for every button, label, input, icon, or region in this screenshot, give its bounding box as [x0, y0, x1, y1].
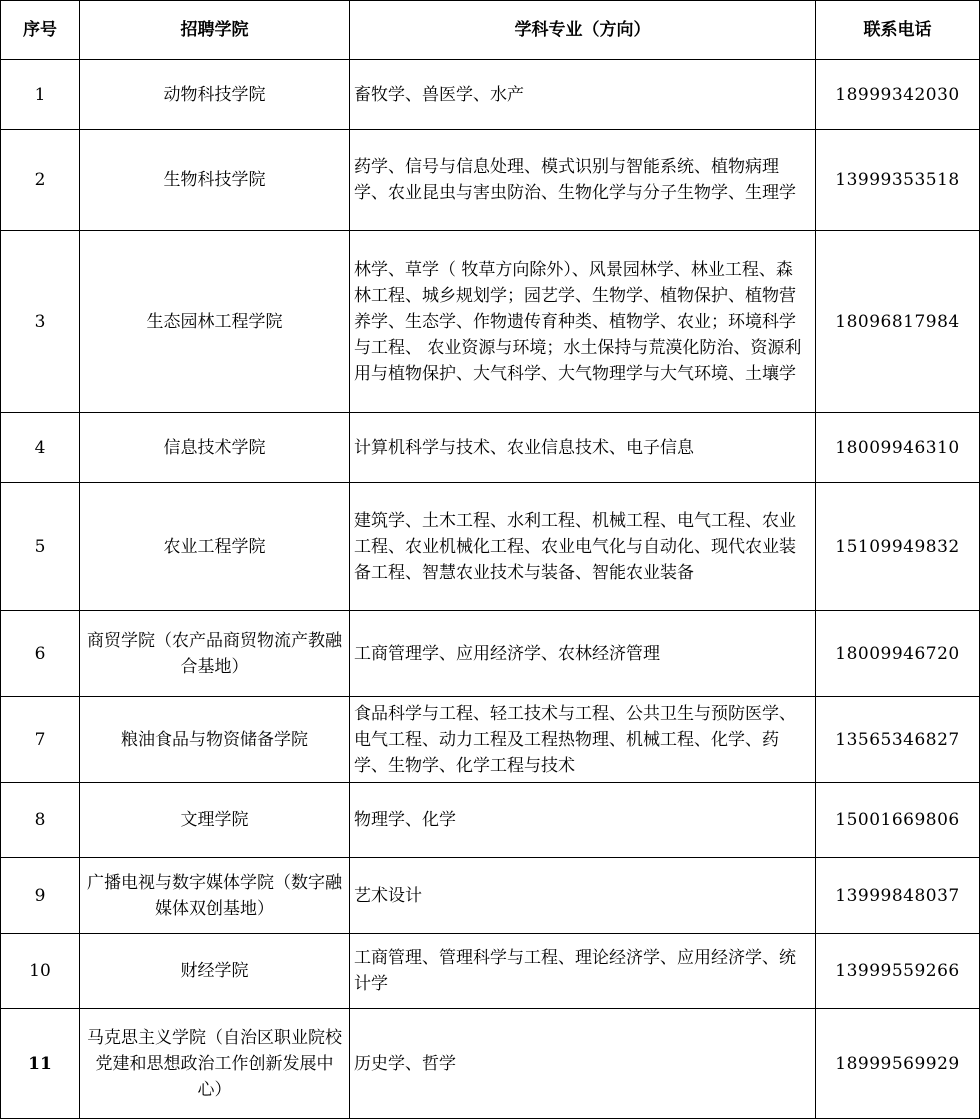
- row-college: 广播电视与数字媒体学院（数字融媒体双创基地）: [80, 858, 350, 934]
- row-phone: 15109949832: [816, 483, 980, 611]
- header-college: 招聘学院: [80, 1, 350, 60]
- row-phone: 13999353518: [816, 130, 980, 231]
- row-major: 食品科学与工程、轻工技术与工程、公共卫生与预防医学、电气工程、动力工程及工程热物理、机械工程、化学、药学、生物学、化学工程与技术: [350, 697, 816, 783]
- row-college: 生物科技学院: [80, 130, 350, 231]
- row-no: 5: [1, 483, 80, 611]
- row-phone: 18999569929: [816, 1009, 980, 1119]
- table-row: [1, 483, 980, 611]
- row-phone: 13999559266: [816, 934, 980, 1009]
- table-row: [1, 60, 980, 130]
- row-college: 生态园林工程学院: [80, 231, 350, 413]
- table-row: [1, 783, 980, 858]
- row-college: 商贸学院（农产品商贸物流产教融合基地）: [80, 611, 350, 697]
- row-major: 畜牧学、兽医学、水产: [350, 60, 816, 130]
- row-major: 工商管理、管理科学与工程、理论经济学、应用经济学、统计学: [350, 934, 816, 1009]
- row-major: 林学、草学（ 牧草方向除外）、风景园林学、林业工程、森林工程、城乡规划学；园艺学、生物学、植物保护、植物营养学、生态学、作物遗传育种类、植物学、农业；环境科学与工程、 农业资源与环境；水土保持与荒漠化防治、资源利用与植物保护、大气科学、大气物理学与大气环境、土壤学: [350, 231, 816, 413]
- table-row: [1, 934, 980, 1009]
- header-row: [1, 1, 980, 60]
- row-major: 药学、信号与信息处理、模式识别与智能系统、植物病理学、农业昆虫与害虫防治、生物化学与分子生物学、生理学: [350, 130, 816, 231]
- row-phone: 18009946720: [816, 611, 980, 697]
- row-college: 文理学院: [80, 783, 350, 858]
- row-no: 3: [1, 231, 80, 413]
- row-no: 6: [1, 611, 80, 697]
- header-no: 序号: [1, 1, 80, 60]
- table-row: [1, 231, 980, 413]
- table-row: [1, 413, 980, 483]
- table-row: [1, 611, 980, 697]
- row-no: 4: [1, 413, 80, 483]
- row-no: 9: [1, 858, 80, 934]
- row-no: 1: [1, 60, 80, 130]
- header-major: 学科专业（方向）: [350, 1, 816, 60]
- row-major: 建筑学、土木工程、水利工程、机械工程、电气工程、农业工程、农业机械化工程、农业电气化与自动化、现代农业装备工程、智慧农业技术与装备、智能农业装备: [350, 483, 816, 611]
- row-college: 农业工程学院: [80, 483, 350, 611]
- row-phone: 18999342030: [816, 60, 980, 130]
- row-major: 艺术设计: [350, 858, 816, 934]
- row-college: 粮油食品与物资储备学院: [80, 697, 350, 783]
- row-no: 10: [1, 934, 80, 1009]
- row-major: 历史学、哲学: [350, 1009, 816, 1119]
- row-college: 动物科技学院: [80, 60, 350, 130]
- row-no: 7: [1, 697, 80, 783]
- table-row: [1, 858, 980, 934]
- row-college: 财经学院: [80, 934, 350, 1009]
- table-row: [1, 130, 980, 231]
- row-college: 马克思主义学院（自治区职业院校党建和思想政治工作创新发展中心）: [80, 1009, 350, 1119]
- row-phone: 13999848037: [816, 858, 980, 934]
- table-row: [1, 1009, 980, 1119]
- row-major: 工商管理学、应用经济学、农林经济管理: [350, 611, 816, 697]
- row-college: 信息技术学院: [80, 413, 350, 483]
- row-no: [1, 1009, 80, 1119]
- header-phone: 联系电话: [816, 1, 980, 60]
- row-no-text: 11: [28, 1053, 52, 1074]
- row-no: 8: [1, 783, 80, 858]
- row-phone: 18096817984: [816, 231, 980, 413]
- row-phone: 18009946310: [816, 413, 980, 483]
- row-major: 物理学、化学: [350, 783, 816, 858]
- row-major: 计算机科学与技术、农业信息技术、电子信息: [350, 413, 816, 483]
- table-row: [1, 697, 980, 783]
- row-phone: 13565346827: [816, 697, 980, 783]
- row-phone: 15001669806: [816, 783, 980, 858]
- row-no: 2: [1, 130, 80, 231]
